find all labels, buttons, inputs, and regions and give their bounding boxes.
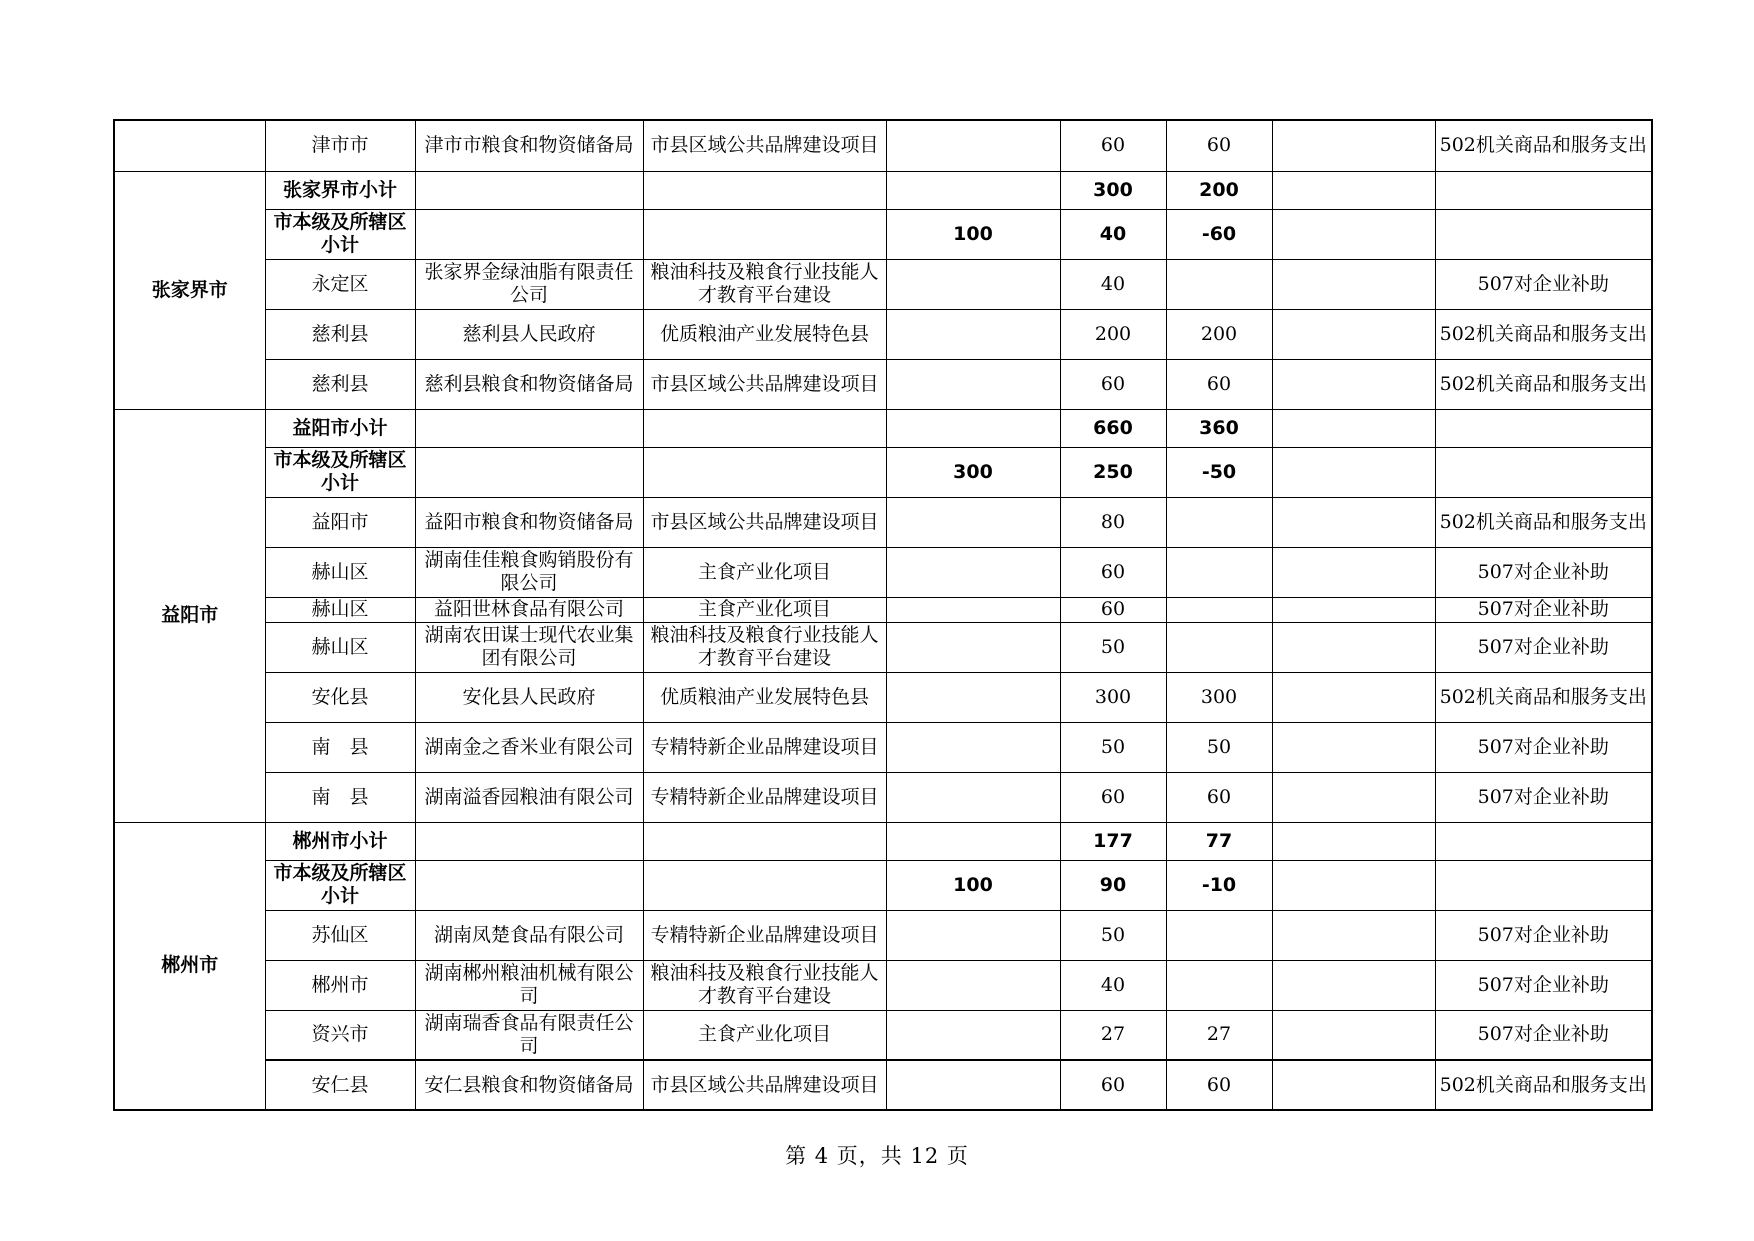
unit-cell: 益阳世林食品有限公司: [415, 597, 643, 622]
project-cell: 市县区域公共品牌建设项目: [643, 1060, 886, 1110]
district-cell: 市本级及所辖区小计: [265, 209, 415, 259]
table-row: [114, 1060, 1652, 1110]
amount-cell: -60: [1166, 209, 1272, 259]
amount-cell: [1166, 259, 1272, 309]
unit-cell: 湖南瑞香食品有限责任公司: [415, 1010, 643, 1060]
amount-cell: [1272, 547, 1435, 597]
page-footer: 第 4 页，共 12 页: [785, 1144, 969, 1168]
amount-cell: [886, 822, 1060, 860]
amount-cell: 50: [1060, 622, 1166, 672]
table-body: [114, 120, 1652, 1110]
amount-cell: 60: [1166, 772, 1272, 822]
unit-cell: 慈利县粮食和物资储备局: [415, 359, 643, 409]
amount-cell: [1166, 547, 1272, 597]
unit-cell: [415, 860, 643, 910]
table-row: [114, 547, 1652, 597]
expense-type-cell: 502机关商品和服务支出: [1435, 1060, 1652, 1110]
district-cell: 市本级及所辖区小计: [265, 447, 415, 497]
amount-cell: [1272, 120, 1435, 171]
project-cell: [643, 860, 886, 910]
amount-cell: [886, 622, 1060, 672]
amount-cell: [1272, 1060, 1435, 1110]
project-cell: 专精特新企业品牌建设项目: [643, 910, 886, 960]
expense-type-cell: 502机关商品和服务支出: [1435, 497, 1652, 547]
amount-cell: 300: [1060, 171, 1166, 209]
table-row: [114, 772, 1652, 822]
amount-cell: [1166, 497, 1272, 547]
amount-cell: [886, 309, 1060, 359]
unit-cell: 慈利县人民政府: [415, 309, 643, 359]
amount-cell: [886, 359, 1060, 409]
unit-cell: 张家界金绿油脂有限责任公司: [415, 259, 643, 309]
unit-cell: 津市市粮食和物资储备局: [415, 120, 643, 171]
table-row: [114, 1010, 1652, 1060]
amount-cell: [1272, 597, 1435, 622]
amount-cell: [886, 1010, 1060, 1060]
amount-cell: 60: [1060, 772, 1166, 822]
expense-type-cell: 502机关商品和服务支出: [1435, 120, 1652, 171]
amount-cell: [1272, 447, 1435, 497]
amount-cell: [1272, 309, 1435, 359]
amount-cell: 60: [1060, 120, 1166, 171]
district-cell: 赫山区: [265, 597, 415, 622]
project-cell: 粮油科技及粮食行业技能人才教育平台建设: [643, 259, 886, 309]
amount-cell: [886, 772, 1060, 822]
amount-cell: 60: [1060, 597, 1166, 622]
amount-cell: [1272, 409, 1435, 447]
table-row: [114, 960, 1652, 1010]
amount-cell: [886, 171, 1060, 209]
amount-cell: 50: [1060, 722, 1166, 772]
unit-cell: 湖南佳佳粮食购销股份有限公司: [415, 547, 643, 597]
unit-cell: [415, 822, 643, 860]
district-cell: 苏仙区: [265, 910, 415, 960]
amount-cell: [886, 547, 1060, 597]
district-cell: 慈利县: [265, 309, 415, 359]
unit-cell: 湖南农田谋士现代农业集团有限公司: [415, 622, 643, 672]
project-cell: 专精特新企业品牌建设项目: [643, 722, 886, 772]
amount-cell: [1272, 497, 1435, 547]
amount-cell: [1272, 822, 1435, 860]
amount-cell: 60: [1060, 359, 1166, 409]
unit-cell: 湖南溢香园粮油有限公司: [415, 772, 643, 822]
project-cell: [643, 409, 886, 447]
amount-cell: 100: [886, 209, 1060, 259]
amount-cell: [1272, 622, 1435, 672]
district-cell: 益阳市: [265, 497, 415, 547]
amount-cell: 27: [1060, 1010, 1166, 1060]
district-cell: 郴州市小计: [265, 822, 415, 860]
district-cell: 安仁县: [265, 1060, 415, 1110]
amount-cell: 60: [1166, 120, 1272, 171]
unit-cell: 湖南金之香米业有限公司: [415, 722, 643, 772]
subtotal-row: [114, 409, 1652, 447]
table-row: [114, 672, 1652, 722]
amount-cell: 300: [1166, 672, 1272, 722]
expense-type-cell: 507对企业补助: [1435, 722, 1652, 772]
unit-cell: [415, 171, 643, 209]
subtotal-row: [114, 860, 1652, 910]
table-row: [114, 722, 1652, 772]
expense-type-cell: [1435, 447, 1652, 497]
amount-cell: 200: [1166, 309, 1272, 359]
expense-type-cell: 507对企业补助: [1435, 622, 1652, 672]
amount-cell: 360: [1166, 409, 1272, 447]
expense-type-cell: 507对企业补助: [1435, 259, 1652, 309]
district-cell: 津市市: [265, 120, 415, 171]
amount-cell: [1272, 672, 1435, 722]
district-cell: 资兴市: [265, 1010, 415, 1060]
table-row: [114, 910, 1652, 960]
district-cell: 永定区: [265, 259, 415, 309]
amount-cell: [886, 597, 1060, 622]
amount-cell: 77: [1166, 822, 1272, 860]
project-cell: 市县区域公共品牌建设项目: [643, 497, 886, 547]
unit-cell: 湖南凤楚食品有限公司: [415, 910, 643, 960]
expense-type-cell: 507对企业补助: [1435, 772, 1652, 822]
project-cell: 主食产业化项目: [643, 597, 886, 622]
project-cell: 粮油科技及粮食行业技能人才教育平台建设: [643, 622, 886, 672]
amount-cell: [1166, 622, 1272, 672]
unit-cell: [415, 209, 643, 259]
unit-cell: 益阳市粮食和物资储备局: [415, 497, 643, 547]
amount-cell: 250: [1060, 447, 1166, 497]
expense-type-cell: [1435, 822, 1652, 860]
table-row: [114, 259, 1652, 309]
amount-cell: [1272, 259, 1435, 309]
amount-cell: [1272, 209, 1435, 259]
unit-cell: 湖南郴州粮油机械有限公司: [415, 960, 643, 1010]
district-cell: 益阳市小计: [265, 409, 415, 447]
amount-cell: 60: [1060, 1060, 1166, 1110]
table-row: [114, 597, 1652, 622]
project-cell: [643, 822, 886, 860]
amount-cell: 40: [1060, 209, 1166, 259]
table-row: [114, 497, 1652, 547]
amount-cell: [886, 409, 1060, 447]
amount-cell: [1272, 171, 1435, 209]
table-row: [114, 120, 1652, 171]
amount-cell: 50: [1166, 722, 1272, 772]
amount-cell: [1272, 910, 1435, 960]
amount-cell: 90: [1060, 860, 1166, 910]
expense-type-cell: 507对企业补助: [1435, 597, 1652, 622]
unit-cell: [415, 447, 643, 497]
amount-cell: [886, 910, 1060, 960]
amount-cell: [1272, 1010, 1435, 1060]
project-cell: 优质粮油产业发展特色县: [643, 672, 886, 722]
amount-cell: 300: [886, 447, 1060, 497]
project-cell: 优质粮油产业发展特色县: [643, 309, 886, 359]
project-cell: 主食产业化项目: [643, 547, 886, 597]
expense-type-cell: 507对企业补助: [1435, 1010, 1652, 1060]
amount-cell: [886, 497, 1060, 547]
subtotal-row: [114, 447, 1652, 497]
amount-cell: 60: [1166, 359, 1272, 409]
amount-cell: 40: [1060, 259, 1166, 309]
district-cell: 南 县: [265, 772, 415, 822]
amount-cell: 660: [1060, 409, 1166, 447]
amount-cell: [1166, 960, 1272, 1010]
amount-cell: 80: [1060, 497, 1166, 547]
amount-cell: 100: [886, 860, 1060, 910]
amount-cell: [1272, 722, 1435, 772]
expense-type-cell: [1435, 171, 1652, 209]
amount-cell: 60: [1166, 1060, 1272, 1110]
table-row: [114, 622, 1652, 672]
subtotal-row: [114, 209, 1652, 259]
city-cell: 张家界市: [114, 171, 265, 409]
amount-cell: 200: [1060, 309, 1166, 359]
district-cell: 赫山区: [265, 622, 415, 672]
expense-type-cell: [1435, 409, 1652, 447]
city-cell: 郴州市: [114, 822, 265, 1110]
district-cell: 赫山区: [265, 547, 415, 597]
amount-cell: [1272, 860, 1435, 910]
district-cell: 市本级及所辖区小计: [265, 860, 415, 910]
city-cell: 益阳市: [114, 409, 265, 822]
expense-type-cell: 507对企业补助: [1435, 910, 1652, 960]
amount-cell: [886, 259, 1060, 309]
amount-cell: [886, 672, 1060, 722]
amount-cell: 27: [1166, 1010, 1272, 1060]
project-cell: [643, 447, 886, 497]
table-row: [114, 359, 1652, 409]
expense-type-cell: 502机关商品和服务支出: [1435, 672, 1652, 722]
expense-type-cell: 507对企业补助: [1435, 960, 1652, 1010]
amount-cell: 60: [1060, 547, 1166, 597]
city-cell: [114, 120, 265, 171]
amount-cell: 50: [1060, 910, 1166, 960]
amount-cell: 200: [1166, 171, 1272, 209]
amount-cell: 40: [1060, 960, 1166, 1010]
project-cell: 市县区域公共品牌建设项目: [643, 120, 886, 171]
unit-cell: [415, 409, 643, 447]
project-cell: 粮油科技及粮食行业技能人才教育平台建设: [643, 960, 886, 1010]
amount-cell: -50: [1166, 447, 1272, 497]
project-cell: 市县区域公共品牌建设项目: [643, 359, 886, 409]
amount-cell: -10: [1166, 860, 1272, 910]
project-cell: [643, 171, 886, 209]
expense-type-cell: [1435, 209, 1652, 259]
amount-cell: [1272, 359, 1435, 409]
expense-type-cell: 502机关商品和服务支出: [1435, 309, 1652, 359]
table-row: [114, 309, 1652, 359]
amount-cell: [1166, 597, 1272, 622]
amount-cell: [886, 960, 1060, 1010]
district-cell: 安化县: [265, 672, 415, 722]
district-cell: 张家界市小计: [265, 171, 415, 209]
district-cell: 慈利县: [265, 359, 415, 409]
unit-cell: 安仁县粮食和物资储备局: [415, 1060, 643, 1110]
amount-cell: [1272, 772, 1435, 822]
expense-type-cell: [1435, 860, 1652, 910]
amount-cell: [886, 722, 1060, 772]
district-cell: 郴州市: [265, 960, 415, 1010]
expense-type-cell: 502机关商品和服务支出: [1435, 359, 1652, 409]
funding-table: [113, 119, 1653, 1111]
project-cell: 专精特新企业品牌建设项目: [643, 772, 886, 822]
amount-cell: 177: [1060, 822, 1166, 860]
project-cell: [643, 209, 886, 259]
amount-cell: [886, 120, 1060, 171]
amount-cell: 300: [1060, 672, 1166, 722]
amount-cell: [1166, 910, 1272, 960]
district-cell: 南 县: [265, 722, 415, 772]
amount-cell: [886, 1060, 1060, 1110]
unit-cell: 安化县人民政府: [415, 672, 643, 722]
subtotal-row: [114, 171, 1652, 209]
expense-type-cell: 507对企业补助: [1435, 547, 1652, 597]
amount-cell: [1272, 960, 1435, 1010]
subtotal-row: [114, 822, 1652, 860]
project-cell: 主食产业化项目: [643, 1010, 886, 1060]
